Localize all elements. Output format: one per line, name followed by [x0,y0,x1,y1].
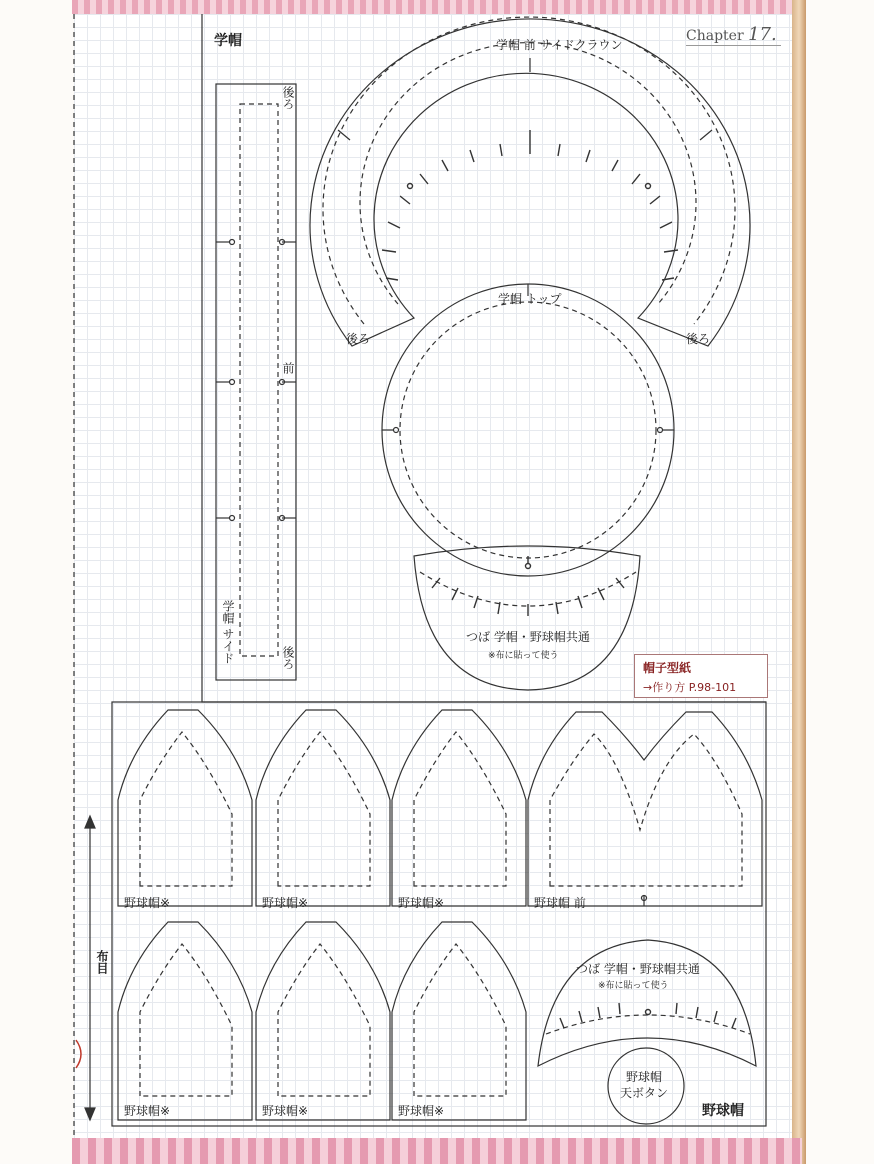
chapter-heading [686,24,781,46]
cap-panels [118,710,762,1120]
top-label: 学帽 トップ [498,292,562,306]
gakubou-title: 学帽 [214,33,242,49]
cap-panel-label: 野球帽※ [262,1104,309,1118]
cap-panel-label: 野球帽※ [398,896,445,910]
grain-arrow-head [85,816,95,828]
brim-upper-ticks [432,556,624,616]
brim-lower-ticks [560,1003,736,1028]
side-strip-back-bottom: 後ろ [281,646,295,670]
brim-upper-note: ※布に貼って使う [488,651,559,661]
side-strip-front: 前 [281,362,295,374]
side-strip-notches [216,240,296,521]
side-strip-back-top: 後ろ [281,86,295,110]
side-crown-back-right: 後ろ [686,332,711,346]
side-crown-label: 学帽 前 サイドクラウン [496,38,623,52]
cap-panel-front-label: 野球帽 前 [534,896,586,910]
side-crown-ticks [338,58,712,140]
cap-panel-label: 野球帽※ [398,1104,445,1118]
cap-panel-label: 野球帽※ [124,1104,171,1118]
scissor-icon [76,1040,81,1068]
upper-frame [202,14,766,702]
side-crown-seam-inner [360,43,696,304]
side-crown-inner-ticks [382,130,678,280]
side-strip-name: 学帽 サイド [221,600,235,664]
side-strip-seam [240,104,278,656]
button-label-2: 天ボタン [620,1086,669,1100]
chapter-number: 17. [748,24,777,45]
chapter-label: Chapter [686,28,744,44]
cap-panel-label: 野球帽※ [262,896,309,910]
grain-label: 布目 [95,950,109,974]
yakyubou-title: 野球帽 [702,1103,744,1119]
button-label-1: 野球帽 [626,1070,663,1084]
top-outline [382,284,674,576]
reference-link: →作り方 P.98-101 [643,681,737,694]
reference-box [634,654,768,698]
brim-lower-label: つば 学帽・野球帽共通 [576,962,700,976]
brim-upper-label: つば 学帽・野球帽共通 [466,630,590,644]
grain-arrow-tail [85,1108,95,1120]
brim-lower-note: ※布に貼って使う [598,981,669,991]
lower-frame [112,702,766,1126]
brim-lower-seam [546,1015,750,1034]
brim-lower-outline [538,940,756,1066]
top-seam [400,302,656,558]
reference-title: 帽子型紙 [643,661,692,675]
side-crown-back-left: 後ろ [346,332,371,346]
cap-panel-label: 野球帽※ [124,896,171,910]
brim-upper-seam [420,572,636,606]
